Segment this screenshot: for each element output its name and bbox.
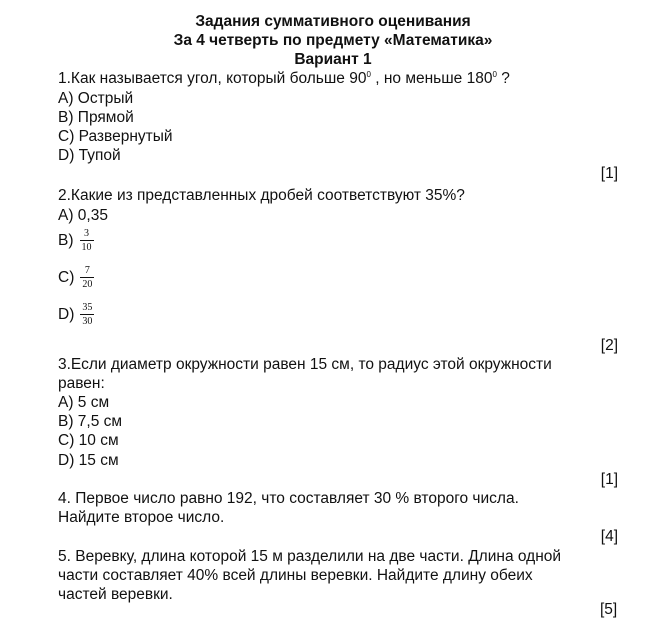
question-5-text-line-2: части составляет 40% всей длины веревки. Найдите длину обеих [58, 567, 533, 584]
option-label: В) [58, 231, 74, 249]
question-4-score: [4] [600, 528, 618, 545]
question-3-text-line-1: 3.Если диаметр окружности равен 15 см, то радиус этой окружности [58, 356, 552, 373]
question-5-text-line-1: 5. Веревку, длина которой 15 м разделили на две части. Длина одной [58, 548, 562, 565]
fraction-denominator: 20 [82, 278, 93, 290]
question-4-text-line-2: Найдите второе число. [58, 509, 225, 526]
question-3-text-line-2: равен: [58, 375, 105, 392]
question-1-option-a: А) Острый [58, 90, 134, 107]
question-1-option-c: С) Развернутый [58, 128, 173, 145]
question-2-option-b [58, 222, 94, 258]
fraction [80, 228, 94, 253]
option-label: D) [58, 305, 75, 323]
degree-mark: 0 [366, 70, 371, 79]
fraction-numerator: 35 [82, 301, 93, 313]
degree-mark: 0 [492, 70, 497, 79]
fraction [80, 302, 94, 327]
question-4-text-line-1: 4. Первое число равно 192, что составляет 30 % второго числа. [58, 490, 519, 507]
question-1-text: 1.Как называется угол, который больше $90^0$ , но меньше $180^0$ ? [58, 70, 510, 87]
fraction-numerator: 3 [84, 227, 89, 239]
question-1-score: [1] [600, 165, 618, 182]
fraction-numerator: 7 [84, 264, 90, 276]
question-3-option-a: А) 5 см [58, 394, 110, 411]
question-5-text-line-3: частей веревки. [58, 586, 173, 603]
document-subtitle: За 4 четверть по предмету «Математика» [173, 32, 493, 49]
document-title: Задания суммативного оценивания [195, 13, 471, 30]
fraction-denominator: 10 [81, 241, 92, 253]
question-3-option-d: D) 15 см [58, 452, 119, 469]
fraction [80, 265, 94, 290]
question-2-option-a: А) 0,35 [58, 207, 108, 224]
question-1-option-d: D) Тупой [58, 147, 121, 164]
fraction-denominator: 30 [82, 315, 93, 327]
question-3-option-b: В) 7,5 см [58, 413, 123, 430]
question-5-score: [5] [600, 601, 618, 618]
variant-title: Вариант 1 [294, 51, 372, 68]
question-1-option-b: В) Прямой [58, 109, 134, 126]
option-label: С) [58, 268, 75, 286]
question-2-option-c [58, 259, 94, 295]
question-2-option-d [58, 296, 94, 332]
question-2-text: 2.Какие из представленных дробей соответствуют 35%? [58, 187, 465, 204]
question-2-score: [2] [600, 337, 618, 354]
question-3-score: [1] [600, 471, 618, 488]
question-3-option-c: С) 10 см [58, 432, 119, 449]
